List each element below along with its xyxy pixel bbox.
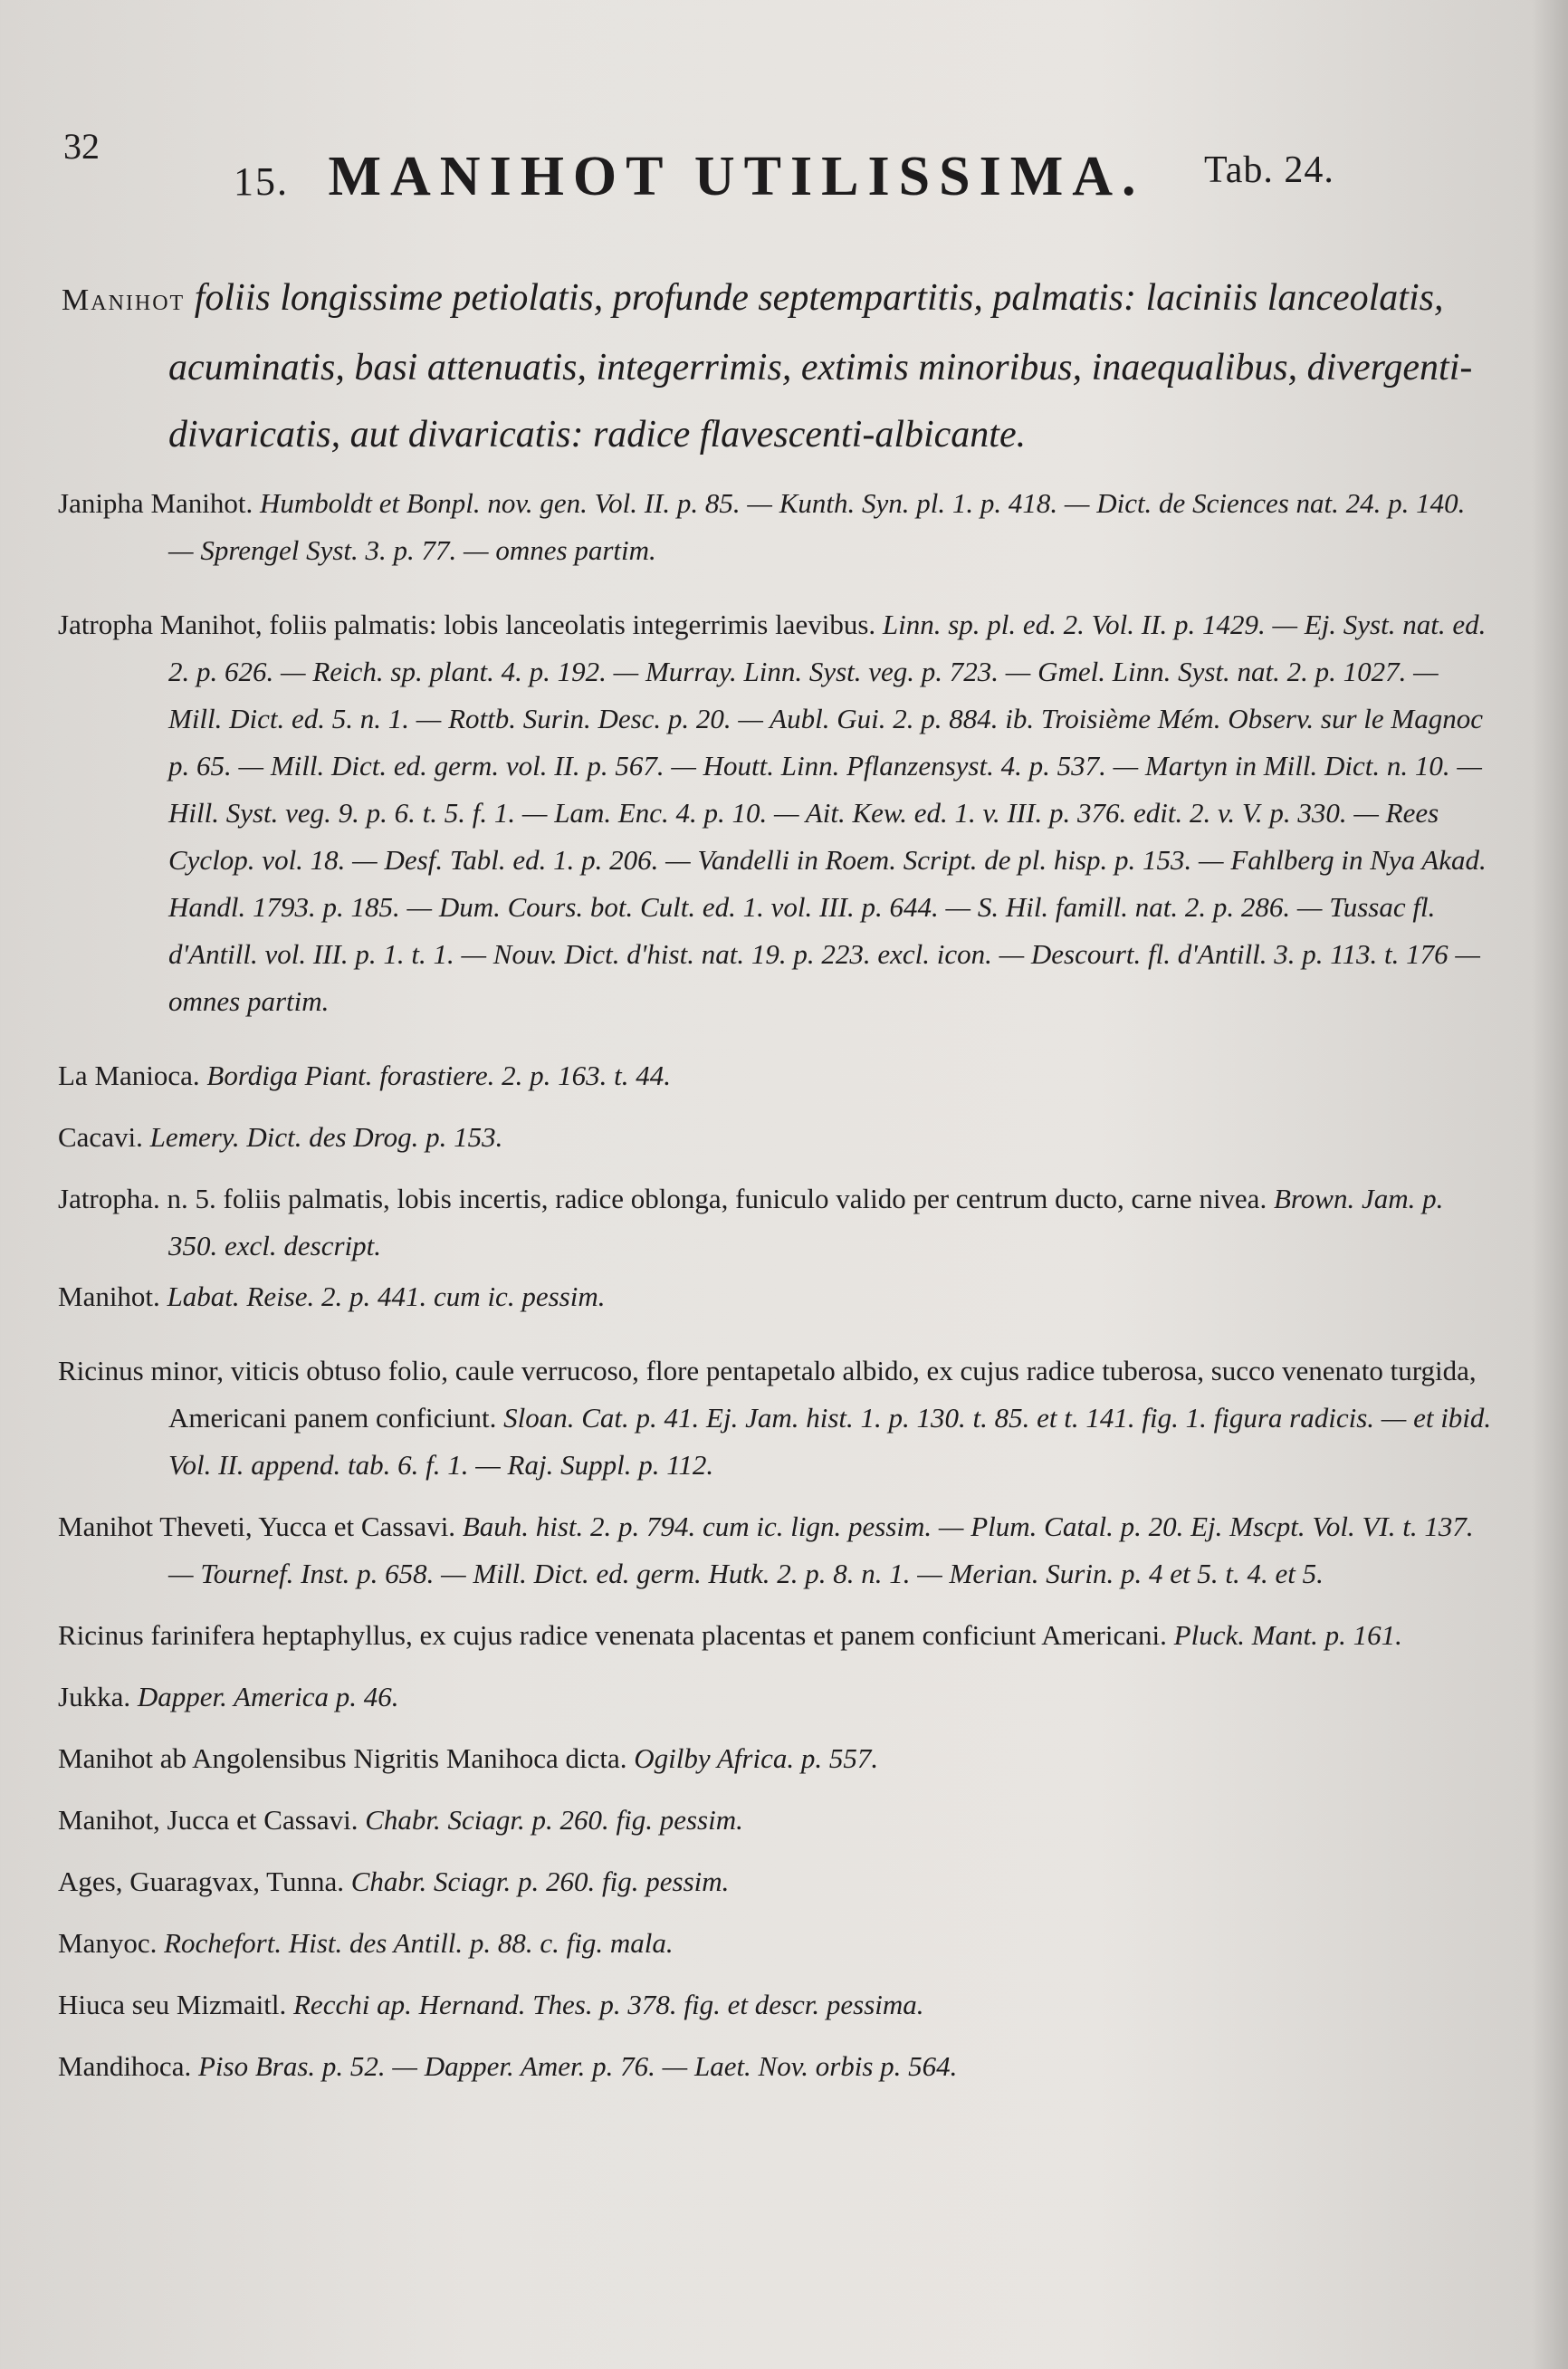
synonym-entry [58, 1273, 1496, 1320]
synonym-entry [58, 1674, 1496, 1721]
synonym-references: Pluck. Mant. p. 161. [1173, 1619, 1402, 1651]
synonym-references: Linn. sp. pl. ed. 2. Vol. II. p. 1429. — Ej. Syst. nat. ed. 2. p. 626. — Reich. sp. plant. 4. p. 192. — Murray. Linn. Syst. veg. p. 723. — Gmel. Linn. Syst. nat. 2. p. 1027. — Mill. Dict. ed. 5. n. 1. — Rottb. Surin. Desc. p. 20. — Aubl. Gui. 2. p. 884. ib. Troisième Mém. Observ. sur le Magnoc p. 65. — Mill. Dict. ed. germ. vol. II. p. 567. — Houtt. Linn. Pflanzensyst. 4. p. 537. — Martyn in Mill. Dict. n. 10. — Hill. Syst. veg. 9. p. 6. t. 5. f. 1. — Lam. Enc. 4. p. 10. — Ait. Kew. ed. 1. v. III. p. 376. edit. 2. v. V. p. 330. — Rees Cyclop. vol. 18. — Desf. Tabl. ed. 1. p. 206. — Vandelli in Roem. Script. de pl. hisp. p. 153. — Fahlberg in Nya Akad. Handl. 1793. p. 185. — Dum. Cours. bot. Cult. ed. 1. vol. III. p. 644. — S. Hil. famill. nat. 2. p. 286. — Tussac fl. d'Antill. vol. III. p. 1. t. 1. — Nouv. Dict. d'hist. nat. 19. p. 223. excl. icon. — Descourt. fl. d'Antill. 3. p. 113. t. 176 — omnes partim. [168, 609, 1487, 1017]
synonym-entry [58, 1052, 1496, 1099]
diagnosis-text: foliis longissime petiolatis, profunde septempartitis, palmatis: laciniis lanceolatis, acuminatis, basi attenuatis, integerrimis, extimis minoribus, inaequalibus, divergenti-divaricatis, aut divaricatis: radice flavescenti-albicante. [168, 277, 1473, 456]
synonym-name: Ricinus farinifera heptaphyllus, ex cujus radice venenata placentas et panem conficiunt Americani. [58, 1619, 1167, 1651]
plate-reference: Tab. 24. [1204, 149, 1334, 191]
synonym-entry [58, 1114, 1496, 1161]
synonym-entry [58, 480, 1496, 574]
synonym-references: Labat. Reise. 2. p. 441. cum ic. pessim. [167, 1280, 606, 1312]
synonym-name: Jukka. [58, 1681, 131, 1712]
synonym-references: Chabr. Sciagr. p. 260. fig. pessim. [350, 1865, 730, 1897]
synonymy-list [58, 480, 1496, 2090]
synonym-references: Lemery. Dict. des Drog. p. 153. [149, 1121, 503, 1153]
synonym-name: Ages, Guaragvax, Tunna. [58, 1865, 344, 1897]
species-heading [234, 145, 1410, 209]
synonym-name: Manihot. [58, 1280, 160, 1312]
synonym-name: Mandihoca. [58, 2050, 192, 2082]
species-number: 15. [234, 159, 289, 204]
synonym-name: Manihot Theveti, Yucca et Cassavi. [58, 1511, 456, 1542]
page-number: 32 [63, 126, 100, 167]
synonym-name: Janipha Manihot. [58, 487, 253, 519]
synonym-name: Cacavi. [58, 1121, 143, 1153]
synonym-entry [58, 1735, 1496, 1782]
synonym-name: Hiuca seu Mizmaitl. [58, 1989, 287, 2020]
synonym-references: Brown. Jam. p. 350. excl. descript. [168, 1183, 1444, 1261]
synonym-name: Manyoc. [58, 1927, 158, 1959]
synonym-name: Manihot, Jucca et Cassavi. [58, 1804, 359, 1836]
synonym-entry [58, 1920, 1496, 1967]
synonym-references: Dapper. America p. 46. [137, 1681, 399, 1712]
synonym-entry [58, 1348, 1496, 1489]
synonym-entry [58, 2043, 1496, 2090]
synonym-entry [58, 1981, 1496, 2029]
synonym-references: Sloan. Cat. p. 41. Ej. Jam. hist. 1. p. 130. t. 85. et t. 141. fig. 1. figura radicis. — et ibid. Vol. II. append. tab. 6. f. 1. — Raj. Suppl. p. 112. [168, 1402, 1492, 1481]
synonym-entry [58, 1175, 1496, 1270]
synonym-name: Jatropha. n. 5. foliis palmatis, lobis incertis, radice oblonga, funiculo valido per centrum ducto, carne nivea. [58, 1183, 1267, 1214]
diagnosis-genus: Manihot [62, 283, 186, 317]
synonym-entry [58, 1503, 1496, 1597]
synonym-references: Chabr. Sciagr. p. 260. fig. pessim. [365, 1804, 743, 1836]
synonym-references: Recchi ap. Hernand. Thes. p. 378. fig. et descr. pessima. [293, 1989, 924, 2020]
synonym-references: Ogilby Africa. p. 557. [634, 1742, 879, 1774]
synonym-references: Bordiga Piant. forastiere. 2. p. 163. t. 44. [206, 1060, 672, 1091]
synonym-references: Piso Bras. p. 52. — Dapper. Amer. p. 76. — Laet. Nov. orbis p. 564. [197, 2050, 958, 2082]
synonym-references: Bauh. hist. 2. p. 794. cum ic. lign. pessim. — Plum. Catal. p. 20. Ej. Mscpt. Vol. VI. t. 137. — Tournef. Inst. p. 658. — Mill. Dict. ed. germ. Hutk. 2. p. 8. n. 1. — Merian. Surin. p. 4 et 5. t. 4. et 5. [168, 1511, 1474, 1589]
species-name: MANIHOT UTILISSIMA. [328, 146, 1145, 207]
synonym-name: Jatropha Manihot, foliis palmatis: lobis lanceolatis integerrimis laevibus. [58, 609, 876, 640]
synonym-name: La Manioca. [58, 1060, 200, 1091]
synonym-references: Humboldt et Bonpl. nov. gen. Vol. II. p. 85. — Kunth. Syn. pl. 1. p. 418. — Dict. de Sciences nat. 24. p. 140. — Sprengel Syst. 3. p. 77. — omnes partim. [168, 487, 1466, 566]
synonym-name: Ricinus minor, viticis obtuso folio, caule verrucoso, flore pentapetalo albido, ex cujus radice tuberosa, succo venenato turgida, Americani panem conficiunt. [58, 1355, 1477, 1434]
synonym-references: Rochefort. Hist. des Antill. p. 88. c. fig. mala. [164, 1927, 674, 1959]
synonym-entry [58, 1858, 1496, 1905]
synonym-entry [58, 601, 1496, 1025]
synonym-entry [58, 1797, 1496, 1844]
synonym-name: Manihot ab Angolensibus Nigritis Manihoca dicta. [58, 1742, 627, 1774]
synonym-entry [58, 1612, 1496, 1659]
species-diagnosis [62, 264, 1568, 468]
